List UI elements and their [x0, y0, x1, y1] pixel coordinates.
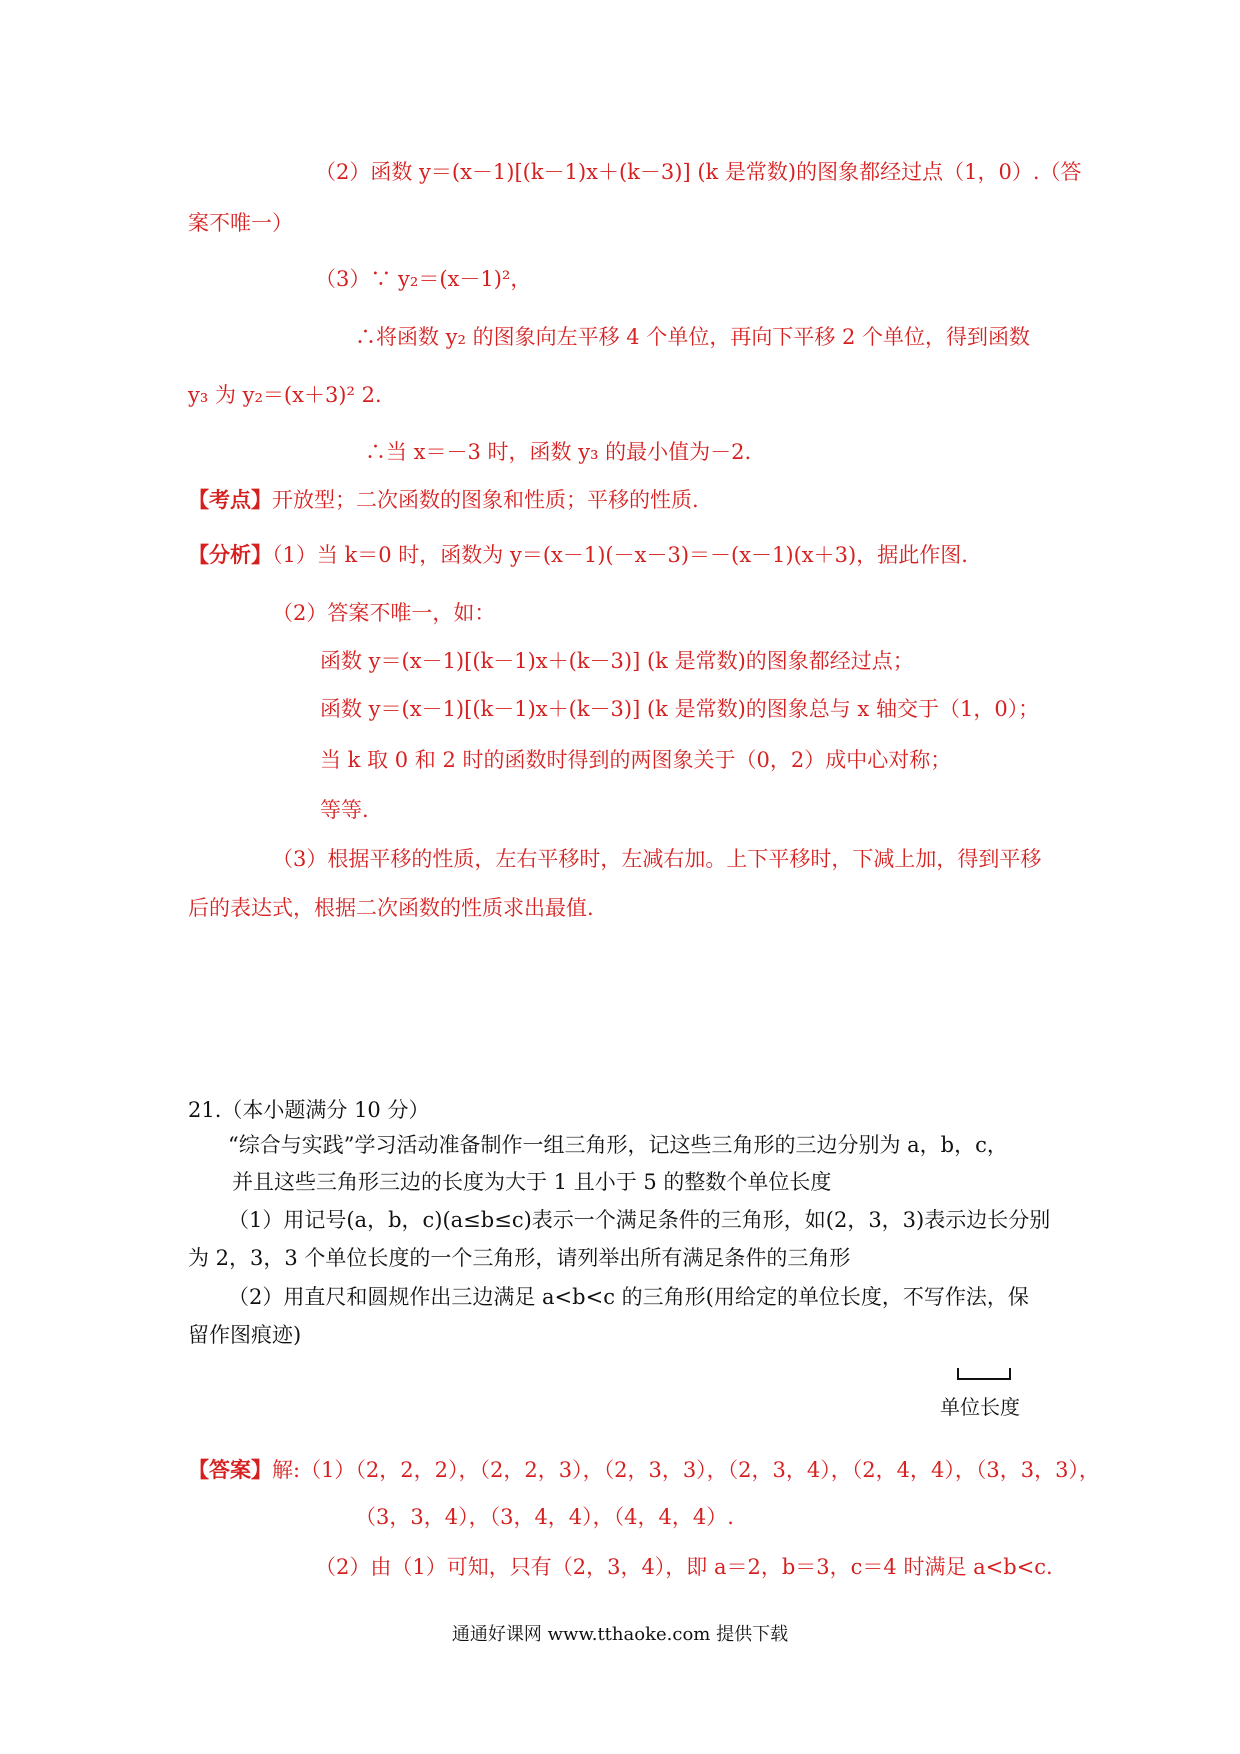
answer-line-3: （2）由（1）可知，只有（2，3，4），即 a＝2，b＝3，c＝4 时满足 a<b<c.	[315, 1555, 1053, 1579]
unit-length-label: 单位长度	[940, 1395, 1020, 1419]
kaodian-section	[188, 485, 699, 515]
answer-line-2: （3，3，4），（3，4，4），（4，4，4）.	[355, 1505, 734, 1529]
page-footer: 通通好课网 www.tthaoke.com 提供下载	[451, 1624, 789, 1645]
answer-line-1: 解:（1）（2，2，2），（2，2，3），（2，3，3），（2，3，4），（2，4，4），（3，3，3），	[272, 1458, 1100, 1482]
fenxi-line-2: （2）答案不唯一，如：	[272, 601, 496, 625]
fenxi-line-1: （1）当 k＝0 时，函数为 y＝(x－1)(－x－3)＝－(x－1)(x＋3)，据此作图.	[272, 543, 968, 567]
fenxi-line-5: 当 k 取 0 和 2 时的函数时得到的两图象关于（0，2）成中心对称；	[320, 748, 952, 772]
question-21-line-5: （2）用直尺和圆规作出三边满足 a<b<c 的三角形(用给定的单位长度，不写作法，保	[228, 1285, 1029, 1309]
kaodian-tag: 【考点】	[188, 487, 272, 512]
solution-line-5: y₃ 为 y₂＝(x＋3)² 2.	[188, 383, 382, 407]
question-21-line-4: 为 2，3，3 个单位长度的一个三角形，请列举出所有满足条件的三角形	[188, 1246, 851, 1270]
question-21-line-1: “综合与实践”学习活动准备制作一组三角形，记这些三角形的三边分别为 a，b，c，	[228, 1133, 1008, 1157]
question-21-line-3: （1）用记号(a，b，c)(a≤b≤c)表示一个满足条件的三角形，如(2，3，3)表示边长分别	[228, 1208, 1051, 1232]
question-21-line-2: 并且这些三角形三边的长度为大于 1 且小于 5 的整数个单位长度	[232, 1170, 832, 1194]
unit-length-segment	[957, 1368, 1011, 1380]
question-21-title: 21.（本小题满分 10 分）	[188, 1098, 430, 1122]
solution-line-1: （2）函数 y＝(x－1)[(k－1)x＋(k－3)] (k 是常数)的图象都经过点（1，0）.（答	[315, 160, 1082, 184]
fenxi-line-8: 后的表达式，根据二次函数的性质求出最值.	[188, 896, 594, 920]
question-21-line-6: 留作图痕迹)	[188, 1323, 302, 1347]
fenxi-line-3: 函数 y＝(x－1)[(k－1)x＋(k－3)] (k 是常数)的图象都经过点；	[320, 649, 914, 673]
solution-line-3: （3）∵ y₂＝(x－1)²，	[315, 267, 532, 291]
solution-line-4: ∴将函数 y₂ 的图象向左平移 4 个单位，再向下平移 2 个单位，得到函数	[355, 325, 1031, 349]
kaodian-text: 开放型；二次函数的图象和性质；平移的性质.	[272, 488, 699, 512]
solution-line-6: ∴当 x＝－3 时，函数 y₃ 的最小值为－2.	[365, 440, 752, 464]
fenxi-tag: 【分析】	[188, 542, 272, 567]
fenxi-line-7: （3）根据平移的性质，左右平移时，左减右加。上下平移时，下减上加，得到平移	[272, 847, 1042, 871]
answer-tag: 【答案】	[188, 1457, 272, 1482]
fenxi-line-4: 函数 y＝(x－1)[(k－1)x＋(k－3)] (k 是常数)的图象总与 x 轴交于（1，0）；	[320, 697, 1040, 721]
fenxi-section	[188, 540, 968, 570]
fenxi-line-6: 等等.	[320, 798, 369, 822]
answer-section	[188, 1455, 1100, 1485]
solution-line-2: 案不唯一）	[188, 211, 293, 235]
